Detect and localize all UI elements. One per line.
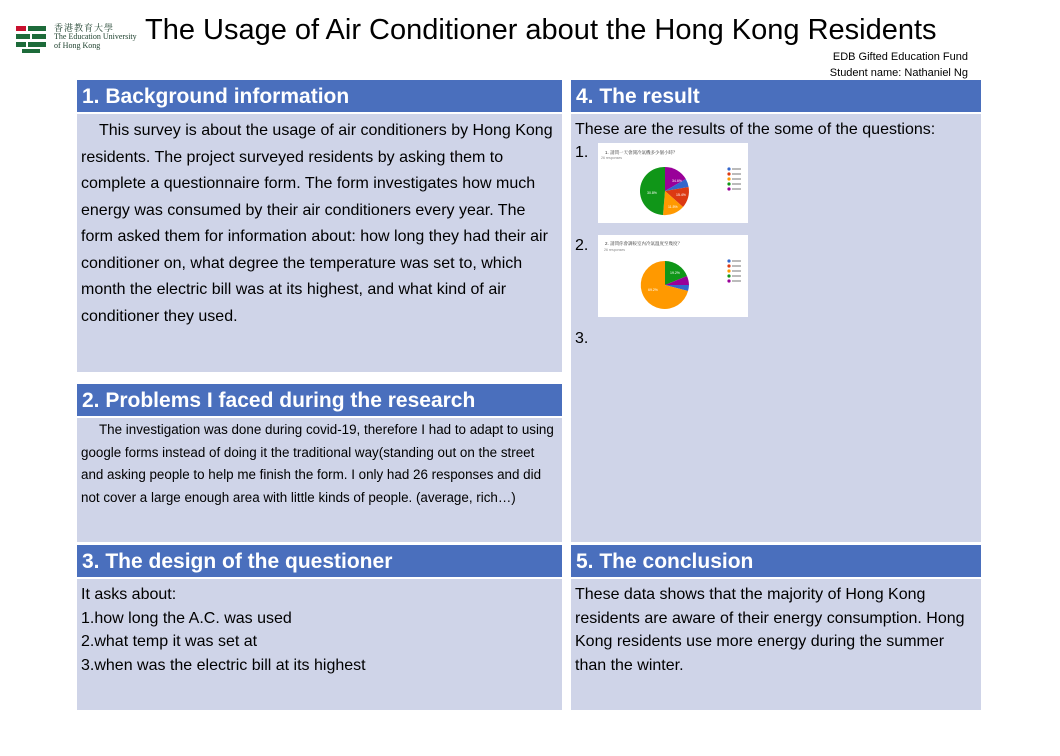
chart-2-title: 2. 請問你會調較室內冷氣溫度至幾度？ [605,241,683,246]
logo-english-name-1: The Education University [54,32,137,42]
university-logo [14,22,140,56]
chart-2-legend [727,259,741,282]
result-panel [571,80,981,542]
chart-1-title: 1. 請問一天會開冷氣機多少個小時？ [605,150,678,155]
poster-title: The Usage of Air Conditioner about the Hong Kong Residents [145,14,937,46]
conclusion-text: These data shows that the majority of Hong Kong residents are aware of their energy consumption. Hong Kong residents use more energy during the summer than the winter. [575,586,965,674]
chart-1-slice-label: 15.4% [676,193,686,197]
result-chart-2 [598,235,748,317]
chart-1-slice-label: 30.8% [647,191,657,195]
background-heading: 1. Background information [77,80,562,114]
design-line: 2.what temp it was set at [81,633,258,650]
design-body [77,579,562,677]
student-name: Student name: Nathaniel Ng [829,67,968,79]
problems-panel [77,384,562,542]
background-panel [77,80,562,372]
conclusion-body [571,579,981,677]
chart-1-subtitle: 26 responses [601,156,623,160]
chart-1-legend [727,167,741,190]
design-panel [77,545,562,710]
problems-body [77,418,562,509]
logo-chinese-name: 香港教育大學 [54,23,115,33]
result-item-1-number: 1. [575,144,589,161]
conclusion-heading: 5. The conclusion [571,545,981,579]
result-body [571,114,981,518]
background-body [77,114,562,330]
design-line: It asks about: [81,586,177,603]
design-line: 3.when was the electric bill at its highest [81,656,366,674]
result-item-3-number: 3. [575,330,589,347]
chart-1-slice-label: 34.6% [672,179,682,183]
fund-info [830,49,968,81]
chart-1-slice-label: 11.5% [668,205,678,209]
problems-heading: 2. Problems I faced during the research [77,384,562,418]
chart-2-slice-label: 19.2% [670,271,680,275]
eduhk-emblem-icon [14,22,50,56]
result-chart-1 [598,143,748,223]
background-text: This survey is about the usage of air conditioners by Hong Kong residents. The project surveyed residents by asking them to complete a questionnaire form. The form investigates how much energy was consumed by their air conditioners every year. The form asked them for information about: how long they had their air conditioner on, what degree the temperature was set to, which month the electric bill was at its highest, and what kind of air conditioner they used. [81,122,553,325]
design-heading: 3. The design of the questioner [77,545,562,579]
chart-2-slice-label: 69.2% [648,288,658,292]
logo-english-name-2: of Hong Kong [54,40,101,50]
conclusion-panel [571,545,981,710]
design-line: 1.how long the A.C. was used [81,609,292,627]
fund-name: EDB Gifted Education Fund [832,51,968,63]
problems-text: The investigation was done during covid-19, therefore I had to adapt to using google forms instead of doing it the traditional way(standing out on the street and asking people to help me finish the form. I only had 26 responses and did not cover a large enough area with little kinds of people. (average, rich…) [81,422,554,505]
result-heading: 4. The result [571,80,981,114]
chart-2-subtitle: 26 responses [604,248,626,252]
result-intro: These are the results of the some of the questions: [575,121,936,138]
result-item-2-number: 2. [575,237,589,254]
